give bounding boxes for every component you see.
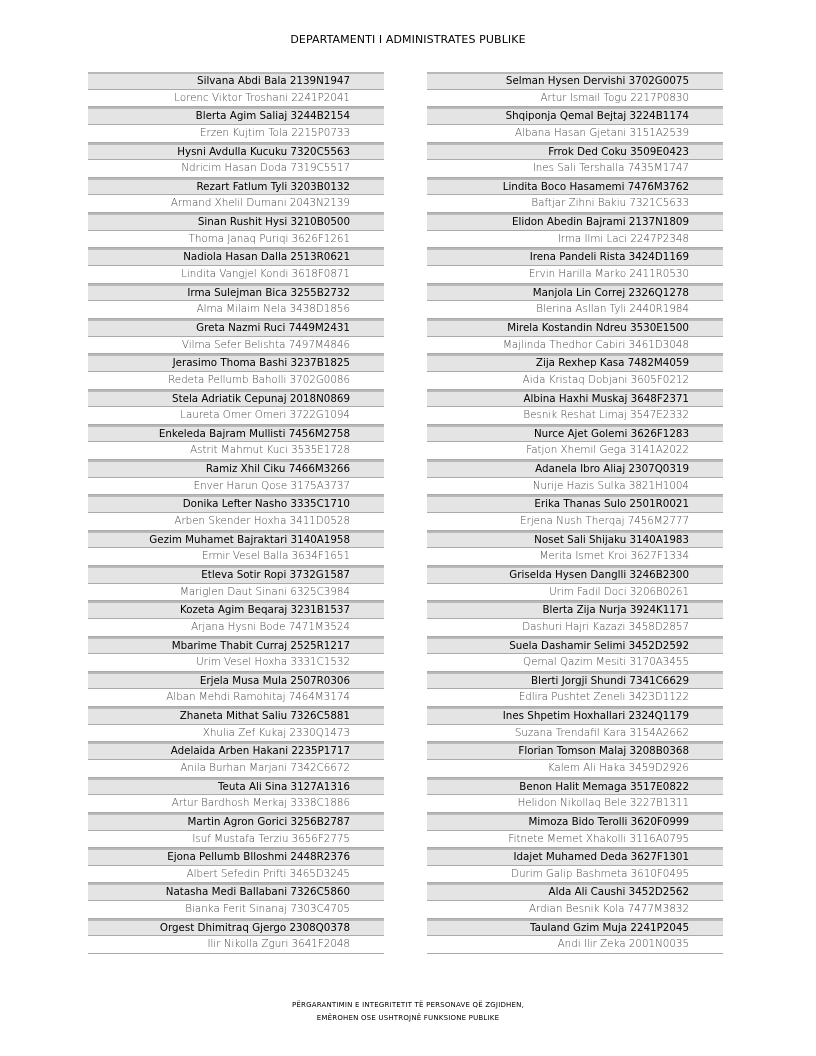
list-item: Mimoza Bido Terolli 3620F0999: [427, 813, 723, 831]
list-item: Hysni Avdulla Kucuku 7320C5563: [88, 143, 384, 161]
list-item: Gezim Muhamet Bajraktari 3140A1958: [88, 531, 384, 549]
list-item: Tauland Gzim Muja 2241P2045: [427, 919, 723, 937]
list-item: Manjola Lin Correj 2326Q1278: [427, 284, 723, 302]
list-item: Ervin Harilla Marko 2411R0530: [427, 266, 723, 284]
list-item: Rezart Fatlum Tyli 3203B0132: [88, 178, 384, 196]
list-item: Laureta Omer Omeri 3722G1094: [88, 407, 384, 425]
list-item: Alda Ali Caushi 3452D2562: [427, 883, 723, 901]
list-item: Ardian Besnik Kola 7477M3832: [427, 901, 723, 919]
list-item: Andi Ilir Zeka 2001N0035: [427, 936, 723, 954]
list-item: Kalem Ali Haka 3459D2926: [427, 760, 723, 778]
page-title: DEPARTAMENTI I ADMINISTRATES PUBLIKE: [290, 33, 526, 46]
list-item: Erjena Nush Therqaj 7456M2777: [427, 513, 723, 531]
list-item: Arben Skender Hoxha 3411D0528: [88, 513, 384, 531]
list-item: Benon Halit Memaga 3517E0822: [427, 778, 723, 796]
list-item: Ermir Vesel Balla 3634F1651: [88, 548, 384, 566]
list-item: Redeta Pellumb Baholli 3702G0086: [88, 372, 384, 390]
list-item: Mariglen Daut Sinani 6325C3984: [88, 584, 384, 602]
list-item: Griselda Hysen Danglli 3246B2300: [427, 566, 723, 584]
list-item: Adanela Ibro Aliaj 2307Q0319: [427, 460, 723, 478]
list-item: Blerti Jorgji Shundi 7341C6629: [427, 672, 723, 690]
list-item: Edlira Pushtet Zeneli 3423D1122: [427, 689, 723, 707]
list-item: Zija Rexhep Kasa 7482M4059: [427, 354, 723, 372]
list-item: Noset Sali Shijaku 3140A1983: [427, 531, 723, 549]
list-item: Helidon Nikollaq Bele 3227B1311: [427, 795, 723, 813]
list-item: Silvana Abdi Bala 2139N1947: [88, 72, 384, 90]
list-item: Erika Thanas Sulo 2501R0021: [427, 495, 723, 513]
list-item: Albana Hasan Gjetani 3151A2539: [427, 125, 723, 143]
list-item: Isuf Mustafa Terziu 3656F2775: [88, 831, 384, 849]
list-item: Idajet Muhamed Deda 3627F1301: [427, 848, 723, 866]
list-item: Ilir Nikolla Zguri 3641F2048: [88, 936, 384, 954]
list-item: Blerina Asllan Tyli 2440R1984: [427, 301, 723, 319]
list-item: Sinan Rushit Hysi 3210B0500: [88, 213, 384, 231]
list-item: Ines Shpetim Hoxhallari 2324Q1179: [427, 707, 723, 725]
list-item: Donika Lefter Nasho 3335C1710: [88, 495, 384, 513]
list-item: Stela Adriatik Cepunaj 2018N0869: [88, 390, 384, 408]
list-item: Albina Haxhi Muskaj 3648F2371: [427, 390, 723, 408]
list-item: Suzana Trendafil Kara 3154A2662: [427, 725, 723, 743]
list-item: Artur Ismail Togu 2217P0830: [427, 90, 723, 108]
list-item: Urim Vesel Hoxha 3331C1532: [88, 654, 384, 672]
list-item: Frrok Ded Coku 3509E0423: [427, 143, 723, 161]
list-item: Nurce Ajet Golemi 3626F1283: [427, 425, 723, 443]
list-item: Lindita Boco Hasamemi 7476M3762: [427, 178, 723, 196]
list-item: Artur Bardhosh Merkaj 3338C1886: [88, 795, 384, 813]
list-item: Merita Ismet Kroi 3627F1334: [427, 548, 723, 566]
list-item: Armand Xhelil Dumani 2043N2139: [88, 195, 384, 213]
list-item: Albert Sefedin Prifti 3465D3245: [88, 866, 384, 884]
list-item: Thoma Janaq Puriqi 3626F1261: [88, 231, 384, 249]
list-item: Enkeleda Bajram Mullisti 7456M2758: [88, 425, 384, 443]
list-item: Shqiponja Qemal Bejtaj 3224B1174: [427, 107, 723, 125]
right-column-list: [427, 72, 723, 954]
list-item: Natasha Medi Ballabani 7326C5860: [88, 883, 384, 901]
list-item: Irma Ilmi Laci 2247P2348: [427, 231, 723, 249]
list-item: Bianka Ferit Sinanaj 7303C4705: [88, 901, 384, 919]
list-item: Mirela Kostandin Ndreu 3530E1500: [427, 319, 723, 337]
list-item: Mbarime Thabit Curraj 2525R1217: [88, 637, 384, 655]
list-item: Zhaneta Mithat Saliu 7326C5881: [88, 707, 384, 725]
list-item: Teuta Ali Sina 3127A1316: [88, 778, 384, 796]
list-item: Urim Fadil Doci 3206B0261: [427, 584, 723, 602]
list-item: Xhulia Zef Kukaj 2330Q1473: [88, 725, 384, 743]
list-item: Irena Pandeli Rista 3424D1169: [427, 248, 723, 266]
list-item: Ndricim Hasan Doda 7319C5517: [88, 160, 384, 178]
list-item: Vilma Sefer Belishta 7497M4846: [88, 337, 384, 355]
list-item: Erzen Kujtim Tola 2215P0733: [88, 125, 384, 143]
list-item: Besnik Reshat Limaj 3547E2332: [427, 407, 723, 425]
list-item: Alma Milaim Nela 3438D1856: [88, 301, 384, 319]
list-item: Kozeta Agim Beqaraj 3231B1537: [88, 601, 384, 619]
list-item: Ines Sali Tershalla 7435M1747: [427, 160, 723, 178]
list-item: Etleva Sotir Ropi 3732G1587: [88, 566, 384, 584]
page-footer: [0, 999, 816, 1025]
list-item: Blerta Agim Saliaj 3244B2154: [88, 107, 384, 125]
list-item: Ejona Pellumb Blloshmi 2448R2376: [88, 848, 384, 866]
list-item: Qemal Qazim Mesiti 3170A3455: [427, 654, 723, 672]
list-item: Adelaida Arben Hakani 2235P1717: [88, 742, 384, 760]
list-item: Fatjon Xhemil Gega 3141A2022: [427, 442, 723, 460]
list-item: Nadiola Hasan Dalla 2513R0621: [88, 248, 384, 266]
list-item: Ramiz Xhil Ciku 7466M3266: [88, 460, 384, 478]
footer-line-2: EMËROHEN OSE USHTROJNË FUNKSIONE PUBLIKE: [316, 1014, 500, 1022]
list-item: Astrit Mahmut Kuci 3535E1728: [88, 442, 384, 460]
list-item: Suela Dashamir Selimi 3452D2592: [427, 637, 723, 655]
list-item: Baftjar Zihni Bakiu 7321C5633: [427, 195, 723, 213]
list-item: Alban Mehdi Ramohitaj 7464M3174: [88, 689, 384, 707]
footer-line-1: PËRGARANTIMIN E INTEGRITETIT TË PERSONAVE QË ZGJIDHEN,: [291, 1001, 524, 1009]
list-item: Durim Galip Bashmeta 3610F0495: [427, 866, 723, 884]
list-item: Anila Burhan Marjani 7342C6672: [88, 760, 384, 778]
list-item: Martin Agron Gorici 3256B2787: [88, 813, 384, 831]
left-column-list: [88, 72, 384, 954]
list-item: Erjela Musa Mula 2507R0306: [88, 672, 384, 690]
list-item: Blerta Zija Nurja 3924K1171: [427, 601, 723, 619]
list-item: Irma Sulejman Bica 3255B2732: [88, 284, 384, 302]
list-item: Arjana Hysni Bode 7471M3524: [88, 619, 384, 637]
list-item: Nurije Hazis Sulka 3821H1004: [427, 478, 723, 496]
list-item: Selman Hysen Dervishi 3702G0075: [427, 72, 723, 90]
list-item: Elidon Abedin Bajrami 2137N1809: [427, 213, 723, 231]
list-item: Majlinda Thedhor Cabiri 3461D3048: [427, 337, 723, 355]
list-item: Dashuri Hajri Kazazi 3458D2857: [427, 619, 723, 637]
list-item: Lorenc Viktor Troshani 2241P2041: [88, 90, 384, 108]
list-item: Aida Kristaq Dobjani 3605F0212: [427, 372, 723, 390]
list-item: Florian Tomson Malaj 3208B0368: [427, 742, 723, 760]
list-item: Greta Nazmi Ruci 7449M2431: [88, 319, 384, 337]
list-item: Jerasimo Thoma Bashi 3237B1825: [88, 354, 384, 372]
list-item: Lindita Vangjel Kondi 3618F0871: [88, 266, 384, 284]
list-item: Enver Harun Qose 3175A3737: [88, 478, 384, 496]
list-item: Fitnete Memet Xhakolli 3116A0795: [427, 831, 723, 849]
list-item: Orgest Dhimitraq Gjergo 2308Q0378: [88, 919, 384, 937]
